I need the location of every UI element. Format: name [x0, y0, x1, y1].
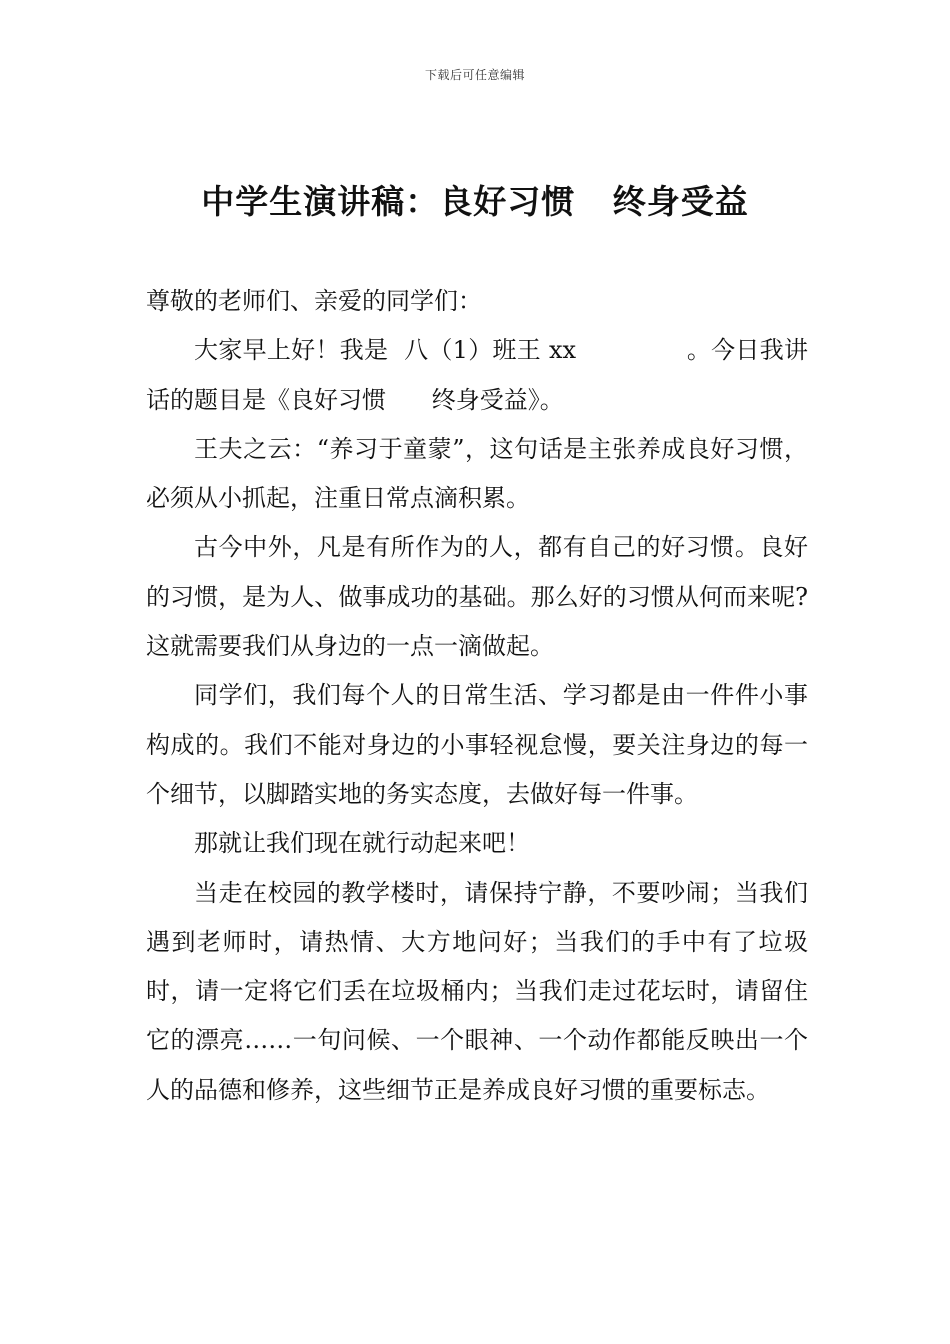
speech-body	[146, 277, 808, 1115]
paragraph-3: 古今中外，凡是有所作为的人，都有自己的好习惯。良好的习惯，是为人、做事成功的基础。那么好的习惯从何而来呢?这就需要我们从身边的一点一滴做起。	[146, 533, 808, 661]
header-note: 下载后可任意编辑	[424, 68, 525, 82]
paragraph-2: 王夫之云：“养习于童蒙”，这句话是主张养成良好习惯，必须从小抓起，注重日常点滴积累。	[146, 434, 808, 513]
paragraph-1: 大家早上好！我是 八（1）班王 xx 。今日我讲话的题目是《良好习惯 终身受益》。	[146, 336, 808, 414]
paragraph-4: 同学们，我们每个人的日常生活、学习都是由一件件小事构成的。我们不能对身边的小事轻视怠慢，要关注身边的每一个细节，以脚踏实地的务实态度，去做好每一件事。	[146, 681, 808, 808]
document-title: 中学生演讲稿：良好习惯 终身受益	[201, 182, 749, 221]
paragraph-6: 当走在校园的教学楼时，请保持宁静，不要吵闹；当我们遇到老师时，请热情、大方地问好；当我们的手中有了垃圾时，请一定将它们丢在垃圾桶内；当我们走过花坛时，请留住它的漂亮……一句问候、一个眼神、一个动作都能反映出一个人的品德和修养，这些细节正是养成良好习惯的重要标志。	[146, 878, 808, 1104]
paragraph-5: 那就让我们现在就行动起来吧！	[194, 829, 530, 858]
salutation: 尊敬的老师们、亲爱的同学们：	[146, 287, 482, 315]
